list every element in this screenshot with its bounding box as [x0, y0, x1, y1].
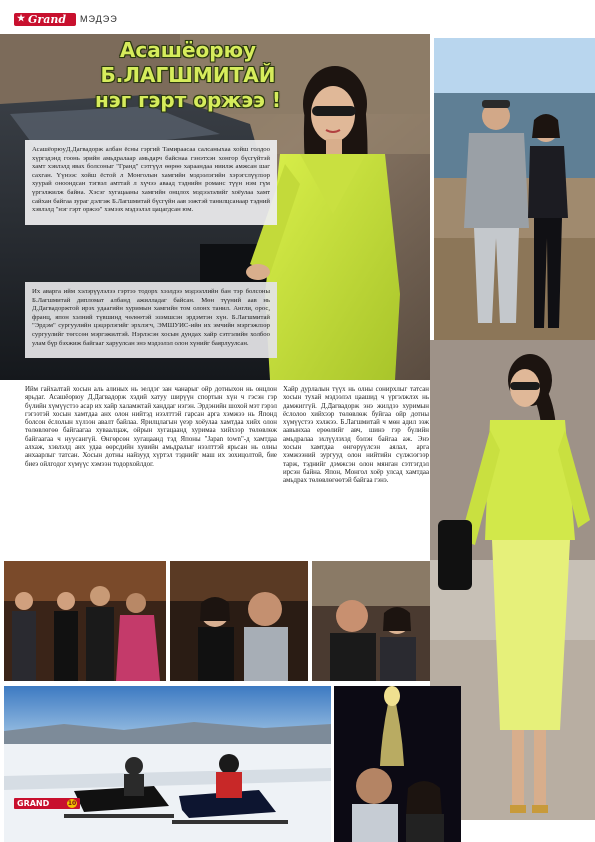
intro-panel	[25, 140, 277, 225]
info-panel	[25, 282, 277, 358]
magazine-logo	[14, 13, 76, 26]
article-column-2: Хайр дурлалын түүх нь олны сонирхлыг татсан хосын тухай мэдээлэл цаашид ч үргэлжлэх нь дамжиггүй. Д.Дагвадорж энэ жилдээ хуримын ёслолоо хийхээр төлөвлөж буйгаа ойр дотны хүмүүстээ хэлжээ. Б.Лагшмитай ч мөн адил ээж аавынхаа ерөөлийг авч, шинэ гэр бүлийн амьдралаа эхлүүлэхэд бэлэн байгаа аж. Энэ хосын хамтдаа өнгөрүүлсэн аялал, арга хэмжээний зургууд олон нийтийн сүлжээгээр тарж, тэднийг дэмжсэн олон мянган сэтгэгдэл ирсэн байна. Япон, Монгол хоёр улсад хамтдаа амьдрах төлөвлөгөөтэй байгаа гэнэ.	[283, 386, 429, 485]
group-photo	[4, 561, 166, 681]
title-line-2: Б.ЛАГШМИТАЙ	[100, 63, 276, 87]
selfie-photo	[312, 561, 430, 681]
article-column-1: Ийм гайхалтай хосын аль алиных нь эелдэг зан чанарыг ойр дотныхон нь онцлон ярьдаг. Асашёорюу Д.Дагвадорж хэдий хатуу ширүүн спортын хүн ч гэсэн гэр бүлийн хүмүүстээ асар их хайр халамжтай ханддаг нэгэн. Эрдэнийн шохой мэт гэрэл гэгээтэй хосын хамтдаа анх олон нийтэд нээлттэй гарсан арга хэмжээ нь Японд болсон ёслолын хүлээн авалт байлаа. Ярилцлагын үеэр хоёулаа хамтдаа хийх олон төлөвлөгөө байгаагаа хуваалцаж, ойрын хугацаанд хуримаа хийхээр төлөвлөж байгаагаа ч нуусангүй. Өнгөрсөн хугацаанд тэд Японы "Japan town"-д хамтдаа алхаж, хэвлэлд анх удаа өөрсдийн хувийн амьдралыг нээлттэй ярьсан нь олны анхаарлыг татсан. Хосын дотны найзууд хүртэл тэднийг маш их зохицолтой, бие биеэ ойлгодог хүмүүс хэмээн тодорхойлдог.	[25, 386, 277, 468]
beach-photo	[434, 38, 595, 340]
title-line-3: нэг гэрт оржээ !	[94, 88, 281, 112]
night-photo	[334, 686, 461, 842]
footer-brand: GRAND	[17, 799, 50, 808]
title-line-1: Асашёорюу	[119, 38, 257, 62]
snowmobile-photo	[4, 686, 331, 842]
page-number: 10	[67, 800, 77, 807]
star-icon: ★	[17, 14, 26, 24]
logo-text: Grand	[28, 13, 67, 26]
info-text: Их аварга ийм хэлэрүүлэлээ гэртээ тодорх хээлдээ мэдээллийн бан тэр болсоны Б.Лагшмитай дипломат албанд ажилладаг байсан. Мөн түүний аав нь Д.Дагвадоржтой ирэх удаагийн хуримын хамгийн том олонх танил. Англи, орос, франц, япон хэлний түвшинд чөлөөтэй эзэмшсэн эрдэмтэн хүн. Б.Лагшмитай "Эрдэм" сургуулийн цэцэрлэгийг эрхлэгч, ЭМШУИС-ийн их эмчийн мэргэжлээр сургуулийг төгссөн мэргэжилтэй. Нэрлэсэн хосын дундах хайр сэтгэлийн холбоо улам бүр бэхжиж байгааг харуулсан энэ мэдээлэл олон хүнийг баярлуулсан.	[32, 288, 270, 347]
section-label: МЭДЭЭ	[80, 14, 118, 24]
page-footer	[14, 798, 80, 809]
intro-text: АсашёорюуД.Дагвадорж албан ёсны гэргий Тамираасаа салсаныхаа хойш голдоо хүргэдэнд гоонь эрийн амьдралаар амьдарч байснаа гэнэтхэн хонгор бүсгүйтэй хамт хэвлэлд явах болсоныг "Гранд" сэтгүүл өөрөө хараандаа ниилж амжсан шаг сахган. Үүнээс хойш ёстой л Монголын хамгийн мэдээлэгийн хэрэгслүүлээр хуурай оноондсан тэгвэл амттай л хүчээ аваад тэднийн романс түүн нэм гүм үргэлжилж байна. Хэсэг хугацааны хамгийн онцлох мэдээлэлийг хоёулаа хамт сайхан байгаа зураг дэлгэж Б.Лагшмитай бүсгүйн аав ээжтэй танилцсанаар тэдний хэвлэлд "нэг гэрт оржээ" хэмээх мэдээлэл цацагдсан юм.	[32, 146, 270, 214]
article-title	[58, 38, 318, 113]
restaurant-photo	[170, 561, 308, 681]
page-header	[0, 0, 595, 30]
